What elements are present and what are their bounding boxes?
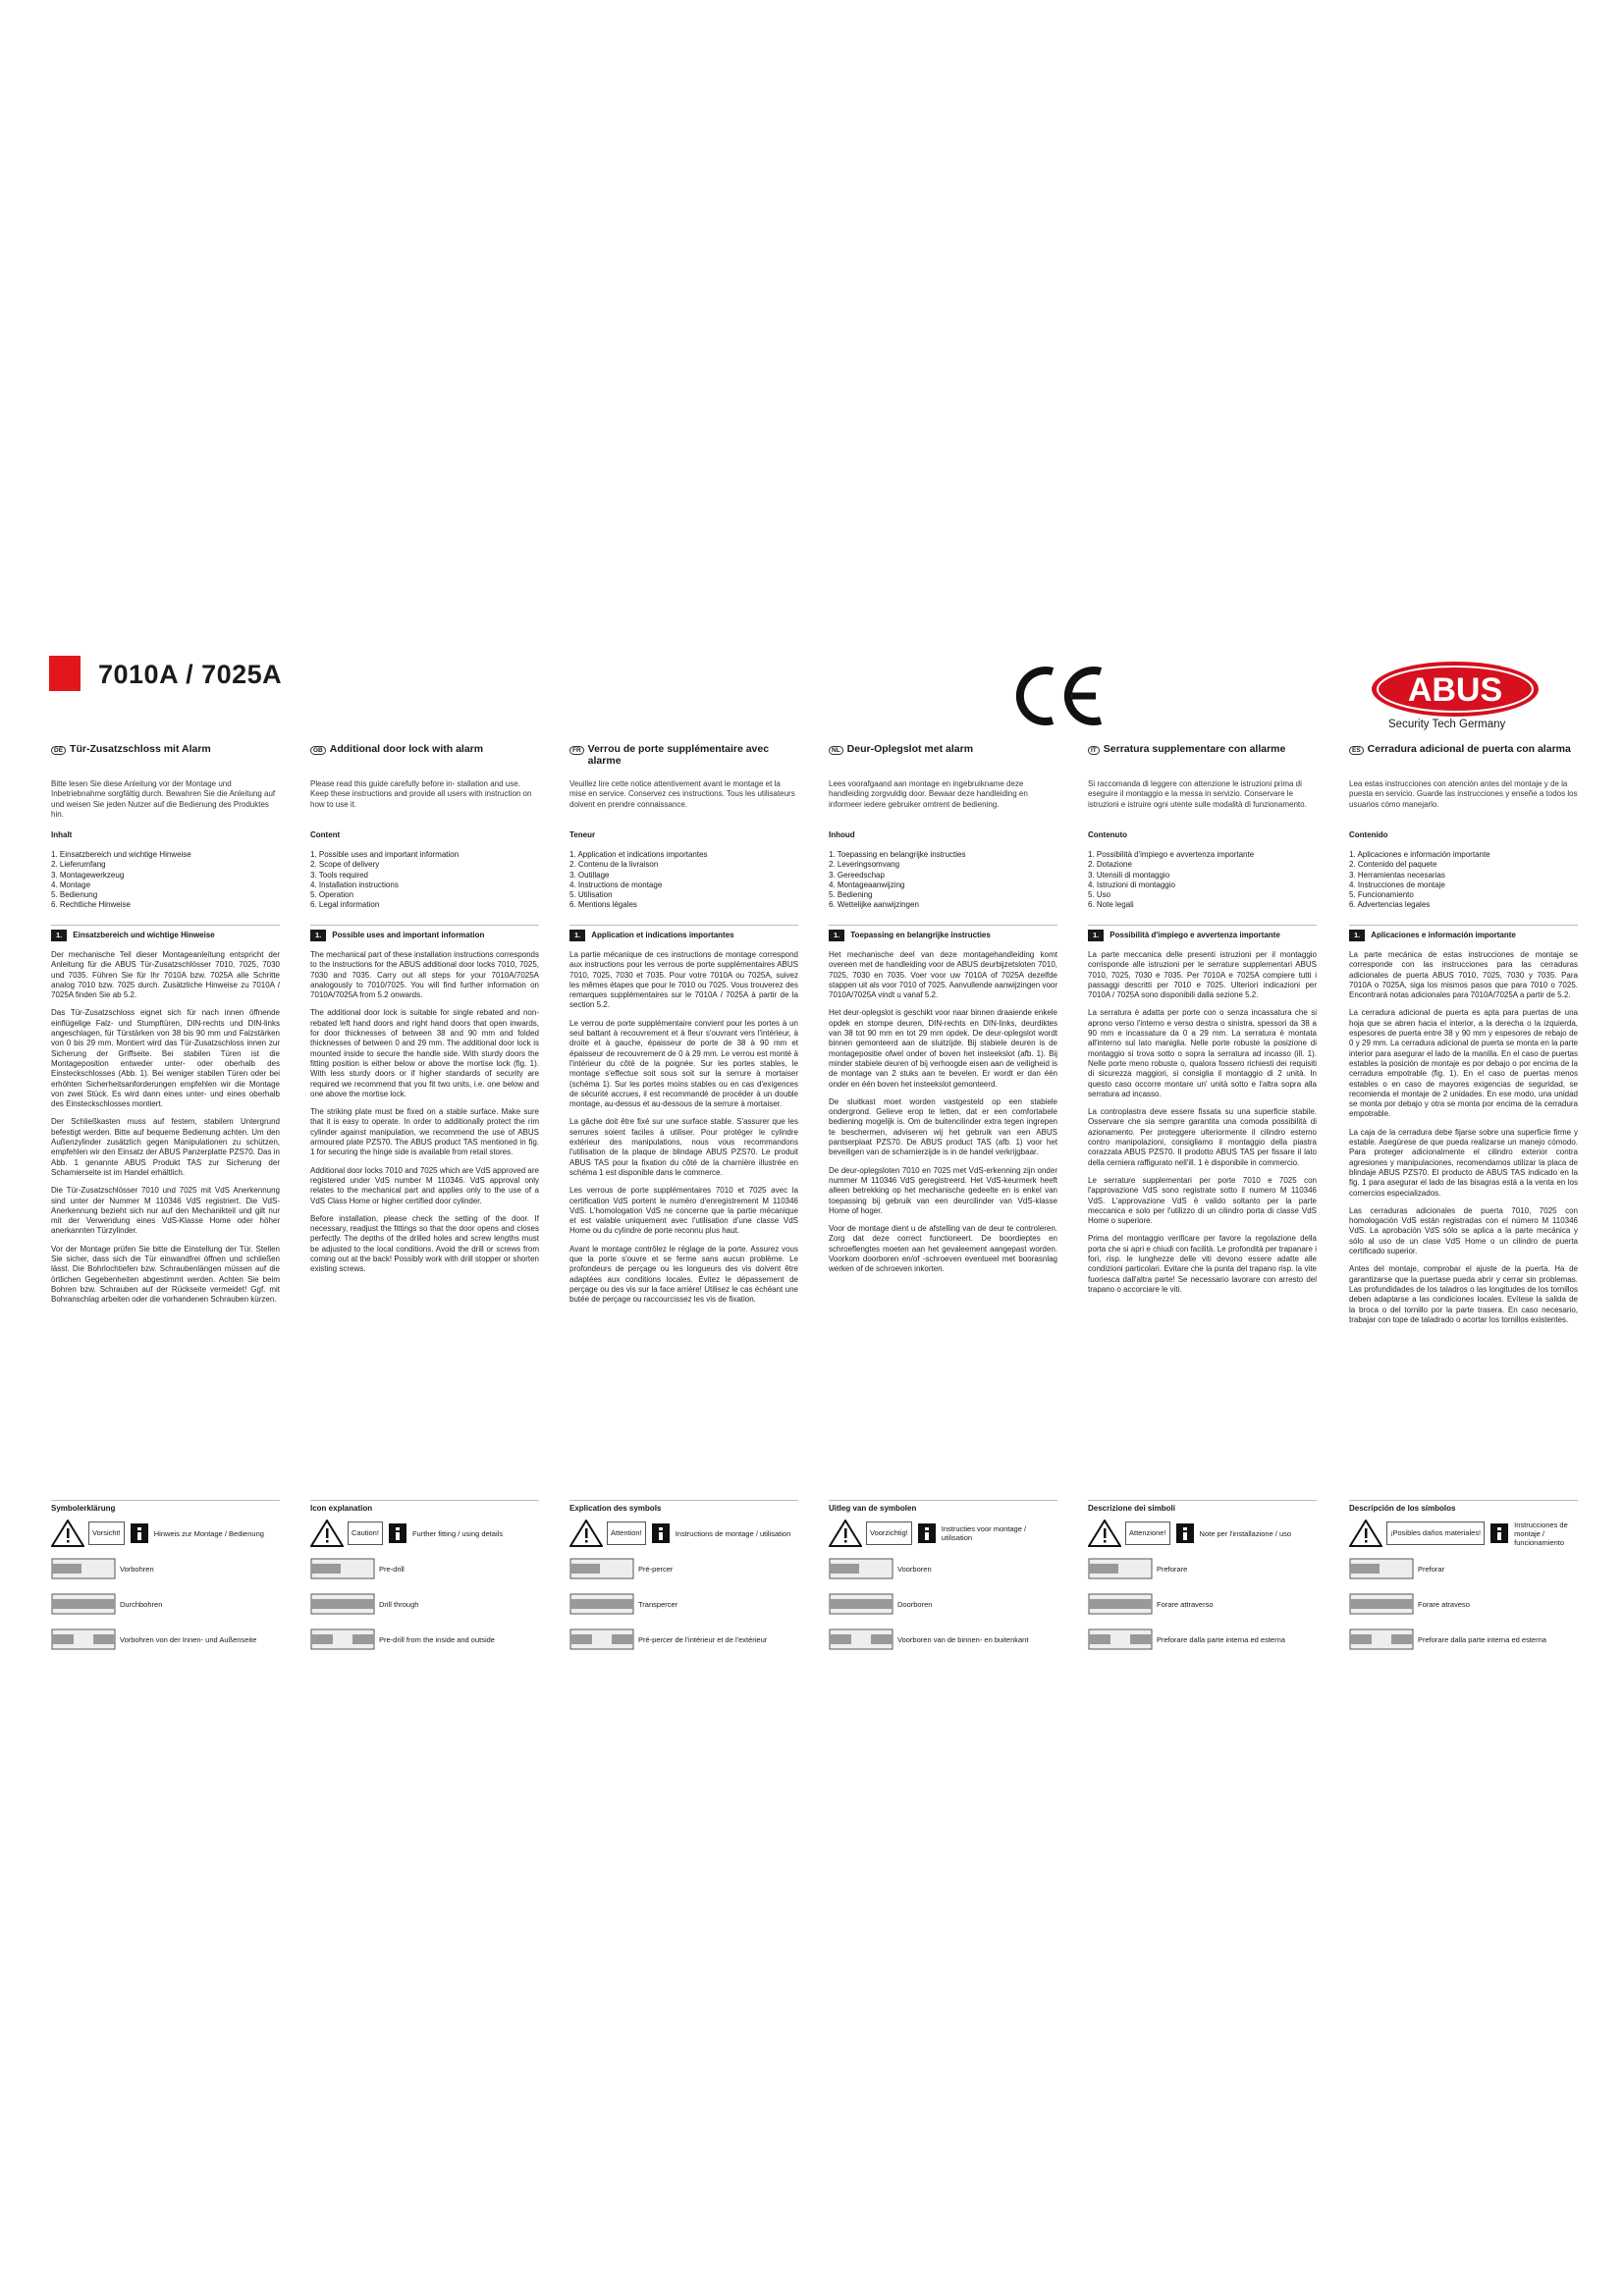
- warning-triangle-icon: [310, 1520, 344, 1547]
- pre-drill-both-label: Preforare dalla parte interna ed esterna: [1157, 1634, 1285, 1644]
- toc-item: 5. Bediening: [829, 890, 873, 900]
- toc-title: Content: [310, 830, 341, 839]
- toc-list: [51, 850, 280, 921]
- warning-label: Voorzichtig!: [866, 1522, 912, 1545]
- toc-item: 2. Lieferumfang: [51, 860, 106, 870]
- body-text: [310, 950, 539, 1461]
- paragraph: La controplastra deve essere fissata su una superficie stabile. Osservare che sia sempre garantita una comoda possibilità di azionamento. Per proteggere ulteriormente il cilindro esterno contro manipolazioni, consigliamo il montaggio della piastra corazzata ABUS PZS70. Il prodotto ABUS TAS per fissare il lato della cerniera raffigurato nell'ill. 1 è disponibile in commercio.: [1088, 1107, 1317, 1167]
- section-title: Application et indications importantes: [591, 930, 734, 939]
- note-text: Instructions de montage / utilisation: [675, 1528, 791, 1538]
- symbols-title: Icon explanation: [310, 1500, 539, 1514]
- abus-logo-text: ABUS: [1407, 671, 1503, 709]
- drill-through-icon: [1349, 1593, 1414, 1615]
- paragraph: La cerradura adicional de puerta es apta para puertas de una hoja que se abren hacia el interior, a la derecha o la izquierda, espesores de puerta entre 38 y 90 mm y espesores de rebajo de 0 y 29 mm. La cerradura adicional de puerta se monta en la parte interior para asegurar el lado de la manilla. En el caso de puertas estables la posición de montaje es por debajo o por encima de la cerradura empotrable (fig. 1). En el caso de puertas menos estables o en caso de mayores exigencias de seguridad, se recomienda el montaje de 2 unidades. En ese modo, una unidad se monta por debajo y otra se monta por encima de la cerradura empotrable.: [1349, 1008, 1578, 1119]
- paragraph: La gâche doit être fixé sur une surface stable. S'assurer que les serrures soient faciles à utiliser. Pour protéger le cylindre extérieur des manipulations, nous vous recommandons l'utilisation de la plaque de blindage ABUS PZS70. Le produit ABUS TAS pour la fixation du côté de la charnière illustrée en schéma 1 est disponible dans le commerce.: [569, 1117, 798, 1177]
- paragraph: De sluitkast moet worden vastgesteld op een stabiele ondergrond. Gelieve erop te letten, dat er een comfortabele bediening mogelijk is. Om de buitencilinder extra tegen ingrepen te beschermen, adviseren wij het gebruik van een ABUS pantserplaat PZS70. De ABUS product TAS (afb. 1) voor het beveiligen van de scharnierzijde is in de handel verkrijgbaar.: [829, 1096, 1057, 1157]
- toc-item: 6. Mentions légales: [569, 900, 637, 910]
- intro-text: Si raccomanda di leggere con attenzione le istruzioni prima di eseguire il montaggio e la messa in servizio. Conservare le istruzioni e istruire ogni utente sulle modalità di funzionamento.: [1088, 779, 1307, 809]
- blank-top-area: [0, 0, 1624, 628]
- pre-drill-icon: [51, 1558, 116, 1579]
- symbols-title: Descripción de los símbolos: [1349, 1500, 1578, 1514]
- section-number: 1.: [569, 930, 585, 941]
- column-title: Serratura supplementare con allarme: [1103, 744, 1286, 755]
- toc-item: 5. Funcionamiento: [1349, 890, 1414, 900]
- toc-item: 1. Possible uses and important information: [310, 850, 460, 859]
- toc-list: [569, 850, 798, 921]
- warning-triangle-icon: [1349, 1520, 1382, 1547]
- paragraph: The mechanical part of these installation instructions corresponds to the instructions for the ABUS additional door locks 7010, 7025, 7030 and 7035. Carry out all steps for your 7010A/7025A analogously to 7010/7025. You will find further information on 7010A/7025A from 5.2 onwards.: [310, 950, 539, 1000]
- brand-tagline: Security Tech Germany: [1388, 719, 1506, 730]
- toc-item: 5. Operation: [310, 890, 354, 900]
- column-it: [1088, 744, 1317, 1667]
- model-title: 7010A / 7025A: [98, 660, 283, 689]
- paragraph: The striking plate must be fixed on a stable surface. Make sure that it is easy to operate. In order to additionally protect the rim cylinder against manipulation, we recommend the use of ABUS armoured plate PZS70. The ABUS product TAS mentioned in fig. 1 for securing the hinge side is available from retail stores.: [310, 1107, 539, 1157]
- ce-mark-icon: [1009, 666, 1108, 726]
- toc-item: 2. Leveringsomvang: [829, 860, 900, 870]
- paragraph: Het mechanische deel van deze montagehandleiding komt overeen met de handleiding voor de ABUS deurbijzetsloten 7010, 7025, 7030 en 7035. Voer voor uw 7010A of 7025A dezelfde stappen uit als voor 7010 of 7025. Aanvullende aanwijzingen voor 7010A/7025A vindt u vanaf 5.2.: [829, 950, 1057, 1000]
- toc-item: 3. Gereedschap: [829, 870, 885, 880]
- toc-list: [829, 850, 1057, 921]
- info-book-icon: [129, 1522, 150, 1545]
- pre-drill-both-sides-icon: [829, 1629, 893, 1650]
- pre-drill-both-label: Voorboren van de binnen- en buitenkant: [897, 1634, 1029, 1644]
- info-book-icon: [916, 1522, 938, 1545]
- toc-item: 4. Montageaanwijzing: [829, 880, 905, 889]
- column-es: [1349, 744, 1578, 1667]
- note-text: Instructies voor montage / utilisation: [941, 1524, 1027, 1542]
- paragraph: Before installation, please check the setting of the door. If necessary, readjust the fittings so that the door opens and closes perfectly. The depths of the drilled holes and screw lengths must be adjusted to the local conditions. Avoid the drill or screws from coming out at the back! Possibly work with drill stopper or shorten existing screws.: [310, 1213, 539, 1274]
- intro-text: Veuillez lire cette notice attentivement avant le montage et la mise en service. Conservez ces instructions. Tous les utilisateurs doivent en prendre connaissance.: [569, 779, 795, 809]
- section-number: 1.: [51, 930, 67, 941]
- symbols-legend: [1088, 1516, 1317, 1657]
- toc-item: 6. Rechtliche Hinweise: [51, 900, 131, 910]
- paragraph: Prima del montaggio verificare per favore la regolazione della porta che si apri e chiudi con facilità. Le profondità per trapanare i fori, risp. le lunghezze delle viti devono essere adatte alle condizioni particolari. Evitare che la punta del trapano risp. la vite fuoriesca dall'altra parte! Se necessario lavorare con arresto del trapano o accorciare le viti.: [1088, 1234, 1317, 1294]
- note-text: Further fitting / using details: [411, 1528, 504, 1538]
- symbols-legend: [829, 1516, 1057, 1657]
- column-gb: [310, 744, 539, 1667]
- toc-title: Contenuto: [1088, 830, 1127, 839]
- paragraph: Las cerraduras adicionales de puerta 7010, 7025 con homologación VdS están registradas con el número M 110346 VdS. La aprobación VdS sólo se aplica a la parte mecánica y sólo al uso de un clase VdS Home o un cilindro de puerta certificado superior.: [1349, 1205, 1578, 1256]
- column-de: [51, 744, 280, 1667]
- toc-item: 6. Legal information: [310, 900, 380, 910]
- toc-item: 2. Contenido del paquete: [1349, 860, 1437, 870]
- paragraph: Het deur-oplegslot is geschikt voor naar binnen draaiende enkele opdek en stompe deuren, DIN-rechts en DIN-links, deurdiktes van 38 tot 90 mm en tot 29 mm opdek. De deur-oplegslot wordt binnen gemonteerd aan de sluitzijde. Bij stabiele deuren is de montagepositie ofwel onder of boven het insteekslot (afb. 1). Bij minder stabiele deuren of bij verhoogde eisen aan de veiligheid is de montage van 2 stuks aan te bevelen. Er wordt er dan één onder en één boven het insteekslot gemonteerd.: [829, 1008, 1057, 1089]
- pre-drill-both-sides-icon: [1349, 1629, 1414, 1650]
- paragraph: Additional door locks 7010 and 7025 which are VdS approved are registered under VdS number M 110346. VdS approval only relates to the mechanical part and applies only to the use of a VdS Class Home or higher certified door cylinder.: [310, 1165, 539, 1205]
- column-fr: [569, 744, 798, 1667]
- toc-item: 3. Outillage: [569, 870, 610, 880]
- paragraph: Le serrature supplementari per porte 7010 e 7025 con l'approvazione VdS sono registrate sotto il numero M 110346 VdS. L'approvazione VdS è valido soltanto per la parte meccanica e solo per l'utilizzo di un cilindro porta di classe VdS Home o superiore.: [1088, 1175, 1317, 1226]
- pre-drill-both-label: Preforare dalla parte interna ed esterna: [1418, 1634, 1546, 1644]
- toc-item: 4. Istruzioni di montaggio: [1088, 880, 1175, 889]
- section-heading: [51, 925, 280, 942]
- paragraph: Les verrous de porte supplémentaires 7010 et 7025 avec la certification VdS portent le numéro d'enregistrement M 110346 VdS. L'homologation VdS ne concerne que la partie mécanique et est valable uniquement avec l'utilisation d'une classe VdS Home ou du cylindre de porte reconnu plus haut.: [569, 1186, 798, 1236]
- pre-drill-icon: [829, 1558, 893, 1579]
- drill-through-icon: [829, 1593, 893, 1615]
- section-number: 1.: [310, 930, 326, 941]
- toc-list: [1088, 850, 1317, 921]
- note-text: Note per l'installazione / uso: [1199, 1528, 1292, 1538]
- symbols-title: Explication des symbols: [569, 1500, 798, 1514]
- body-text: [1349, 950, 1578, 1461]
- intro-text: Lea estas instrucciones con atención antes del montaje y de la puesta en servicio. Guarde las instrucciones y enseñe a todos los usuarios cómo manejarlo.: [1349, 779, 1578, 809]
- toc-item: 2. Dotazione: [1088, 860, 1132, 870]
- toc-list: [310, 850, 539, 921]
- paragraph: Das Tür-Zusatzschloss eignet sich für nach innen öffnende einflügelige Falz- und Stumpftüren, DIN-rechts und DIN-links angeschlagen, für Türstärken von 38 bis 90 mm und Falzstärken von 0 bis 29 mm. Montiert wird das Tür-Zusatzschloss innen zur Sicherung der Griffseite. Bei stabilen Türen ist die Montageposition entweder unter- oder oberhalb des Einsteckschlosses (Abb. 1). Bei weniger stabilen Türen oder bei erhöhten Sicherheitsanforderungen empfehlen wir die Montage von zwei Stück. Es wird dann eines unter- und eines oberhalb des Einsteckschlosses montiert.: [51, 1008, 280, 1109]
- symbols-legend: [51, 1516, 280, 1657]
- pre-drill-icon: [1349, 1558, 1414, 1579]
- pre-drill-both-sides-icon: [310, 1629, 375, 1650]
- pre-drill-label: Vorbohren: [120, 1564, 154, 1574]
- drill-through-label: Drill through: [379, 1599, 419, 1609]
- drill-through-label: Forare attraverso: [1157, 1599, 1214, 1609]
- language-flag: ES: [1349, 746, 1364, 755]
- drill-through-label: Forare atraveso: [1418, 1599, 1470, 1609]
- column-title: Verrou de porte supplémentaire avec alarme: [587, 744, 770, 767]
- body-text: [51, 950, 280, 1461]
- red-brand-marker: [49, 656, 81, 691]
- toc-item: 3. Herramientas necesarias: [1349, 870, 1445, 880]
- pre-drill-both-sides-icon: [51, 1629, 116, 1650]
- toc-item: 1. Einsatzbereich und wichtige Hinweise: [51, 850, 191, 859]
- warning-triangle-icon: [829, 1520, 862, 1547]
- language-flag: GB: [310, 746, 326, 755]
- paragraph: Avant le montage contrôlez le réglage de la porte. Assurez vous que la porte s'ouvre et se ferme sans aucun problème. Le profondeurs de perçage ou les longueurs des vis doivent être adaptées aux conditions locales. Évitez le dépassement de perçage ou des vis sur la face arrière! Utilisez le cas échéant une butée de perçage ou raccourcissez les vis de fixation.: [569, 1244, 798, 1305]
- body-text: [829, 950, 1057, 1461]
- pre-drill-both-sides-icon: [569, 1629, 634, 1650]
- warning-label: Attenzione!: [1125, 1522, 1170, 1545]
- toc-item: 1. Possibilità d'impiego e avvertenza importante: [1088, 850, 1255, 859]
- body-text: [1088, 950, 1317, 1461]
- info-book-icon: [650, 1522, 672, 1545]
- section-heading: [569, 925, 798, 942]
- paragraph: La partie mécanique de ces instructions de montage correspond aux instructions pour les verrous de porte supplémentaires ABUS 7010, 7025, 7030 et 7035. Pour votre 7010A ou 7025A, suivez les mêmes étapes que pour le 7010 ou 7025. Vous trouverez des remarques supplémentaires sur le 7010A / 7025A à partir de la section 5.2.: [569, 950, 798, 1010]
- info-book-icon: [387, 1522, 408, 1545]
- column-title: Tür-Zusatzschloss mit Alarm: [70, 744, 211, 755]
- paragraph: The additional door lock is suitable for single rebated and non-rebated left hand doors and right hand doors that open inwards, for door thicknesses of between 38 and 90 mm and folded thicknesses of between 0 and 29 mm. The additional door lock is mounted inside to secure the handle side. With sturdy doors the fitting position is either below or above the mortise lock (fig. 1). With less sturdy doors or if higher standards of security are required we recommend that you fit two units, i.e. one below and one above the mortise lock.: [310, 1008, 539, 1098]
- section-title: Possible uses and important information: [332, 930, 485, 939]
- pre-drill-both-sides-icon: [1088, 1629, 1153, 1650]
- paragraph: La serratura è adatta per porte con o senza incassatura che si aprono verso l'interno e verso destra o sinistra, spessori da 38 a 90 mm e incassature da 0 a 29 mm. La serratura è montata all'interno sul lato maniglia. Nelle porte robuste la posizione di montaggio si trova sotto o sopra la serratura ad incasso (ill. 1). Nelle porte meno robuste o, qualora fossero richiesti dei requisiti di sicurezza maggiori, si consiglia il montaggio di 2 unità. In questo caso occorre montare un' unità sotto e l'altra sopra alla serratura ad incasso.: [1088, 1008, 1317, 1098]
- section-title: Einsatzbereich und wichtige Hinweise: [73, 930, 215, 939]
- symbols-title: Descrizione dei simboli: [1088, 1500, 1317, 1514]
- warning-triangle-icon: [569, 1520, 603, 1547]
- toc-item: 6. Note legali: [1088, 900, 1134, 910]
- pre-drill-label: Preforare: [1157, 1564, 1188, 1574]
- column-nl: [829, 744, 1057, 1667]
- toc-item: 5. Utilisation: [569, 890, 613, 900]
- paragraph: La parte meccanica delle presenti istruzioni per il montaggio corrisponde alle istruzioni per le serrature supplementari ABUS 7010, 7025, 7030 e 7035. Per 7010A e 7025A compiere tutti i passaggi descritti per 7010 e 7025. Ulteriori indicazioni per 7010A / 7025A sono disponibili dalla sezione 5.2.: [1088, 950, 1317, 1000]
- section-heading: [310, 925, 539, 942]
- toc-item: 2. Scope of delivery: [310, 860, 380, 870]
- toc-item: 4. Montage: [51, 880, 91, 889]
- symbols-legend: [310, 1516, 539, 1657]
- paragraph: Le verrou de porte supplémentaire convient pour les portes à un seul battant à recouvrement et à fleur s'ouvrant vers l'intérieur, à droite et à gauche, épaisseur de porte de 38 à 90 mm et épaisseur de recouvrement de 0 à 29 mm. Le verrou est monté à l'intérieur du côté de la poignée. Sur les portes stables, le montage s'effectue soit sous soit sur la serrure à mortaiser (schéma 1). Sur les portes moins stables ou en cas d'exigences de sécurité accrues, il est recommandé de procéder à un double montage, au-dessus et au-dessous de la serrure à mortaiser.: [569, 1018, 798, 1109]
- warning-triangle-icon: [51, 1520, 84, 1547]
- warning-label: Caution!: [348, 1522, 383, 1545]
- pre-drill-both-label: Pre-drill from the inside and outside: [379, 1634, 495, 1644]
- drill-through-label: Transpercer: [638, 1599, 678, 1609]
- pre-drill-label: Pre-drill: [379, 1564, 405, 1574]
- language-flag: DE: [51, 746, 66, 755]
- drill-through-icon: [51, 1593, 116, 1615]
- toc-item: 2. Contenu de la livraison: [569, 860, 659, 870]
- language-flag: FR: [569, 746, 584, 755]
- pre-drill-label: Voorboren: [897, 1564, 932, 1574]
- toc-title: Inhalt: [51, 830, 73, 839]
- toc-item: 3. Tools required: [310, 870, 368, 880]
- section-heading: [1349, 925, 1578, 942]
- drill-through-icon: [310, 1593, 375, 1615]
- paragraph: De deur-oplegsloten 7010 en 7025 met VdS-erkenning zijn onder nummer M 110346 VdS geregistreerd. Het VdS-keurmerk heeft alleen betrekking op het mechanische gedeelte en is enkel van toepassing bij gebruik van een deurcilinder van VdS-klasse Home of hoger.: [829, 1165, 1057, 1215]
- toc-title: Contenido: [1349, 830, 1388, 839]
- section-title: Aplicaciones e información importante: [1371, 930, 1516, 939]
- toc-item: 1. Toepassing en belangrijke instructies: [829, 850, 966, 859]
- toc-item: 4. Instrucciones de montaje: [1349, 880, 1445, 889]
- section-title: Toepassing en belangrijke instructies: [850, 930, 991, 939]
- paragraph: Antes del montaje, comprobar el ajuste de la puerta. Ha de garantizarse que la puertase pueda abrir y cerrar sin problemas. Las profundidades de los taladros o las longitudes de los tornillos deben adaptarse a las condiciones locales. Evítese la salida de la broca o del tornillo por la parte trasera. En caso necesario, trabajar con tope de taladrado o acortar los tornillos existentes.: [1349, 1264, 1578, 1324]
- toc-title: Teneur: [569, 830, 596, 839]
- toc-item: 4. Instructions de montage: [569, 880, 663, 889]
- section-number: 1.: [829, 930, 844, 941]
- toc-item: 1. Application et indications importantes: [569, 850, 708, 859]
- warning-label: Vorsicht!: [88, 1522, 125, 1545]
- paragraph: Die Tür-Zusatzschlösser 7010 und 7025 mit VdS Anerkennung sind unter der Nummer M 110346 VdS registriert. Die VdS-Anerkennung bezieht sich nur auf den Mechanikteil und gilt nur mit der Verwendung eines VdS-Klasse Home oder höher anerkannten Türzylinder.: [51, 1186, 280, 1236]
- intro-text: Please read this guide carefully before in- stallation and use. Keep these instructions and provide all users with instruction on how to use it.: [310, 779, 532, 809]
- toc-item: 6. Advertencias legales: [1349, 900, 1431, 910]
- pre-drill-both-label: Pré-percer de l'intérieur et de l'extérieur: [638, 1634, 768, 1644]
- intro-text: Lees voorafgaand aan montage en ingebruikname deze handleiding zorgvuldig door. Bewaar deze handleiding en informeer iedere gebruiker omtrent de bediening.: [829, 779, 1028, 809]
- column-title: Additional door lock with alarm: [329, 744, 484, 755]
- toc-title: Inhoud: [829, 830, 855, 839]
- symbols-legend: [569, 1516, 798, 1657]
- language-flag: NL: [829, 746, 843, 755]
- drill-through-icon: [1088, 1593, 1153, 1615]
- symbols-title: Symbolerklärung: [51, 1500, 280, 1514]
- paragraph: La parte mecánica de estas instrucciones de montaje se corresponde con las instrucciones para las cerraduras adicionales de puerta ABUS 7010, 7025, 7030 y 7035. Para 7010A o 7025A, siga los mismos pasos que para 7010 o 7025. Encontrará notas adicionales para 7010A/7025A a partir de 5.2.: [1349, 950, 1578, 1000]
- pre-drill-label: Pré-percer: [638, 1564, 674, 1574]
- pre-drill-label: Preforar: [1418, 1564, 1445, 1574]
- language-flag: IT: [1088, 746, 1100, 755]
- body-text: [569, 950, 798, 1461]
- column-title: Cerradura adicional de puerta con alarma: [1367, 744, 1571, 755]
- drill-through-label: Doorboren: [897, 1599, 933, 1609]
- toc-list: [1349, 850, 1578, 921]
- section-number: 1.: [1088, 930, 1104, 941]
- section-number: 1.: [1349, 930, 1365, 941]
- toc-item: 5. Bedienung: [51, 890, 98, 900]
- section-heading: [1088, 925, 1317, 942]
- pre-drill-icon: [569, 1558, 634, 1579]
- info-book-icon: [1489, 1522, 1510, 1545]
- toc-item: 3. Utensili di montaggio: [1088, 870, 1170, 880]
- warning-label: Attention!: [607, 1522, 646, 1545]
- note-text: Hinweis zur Montage / Bedienung: [153, 1528, 264, 1538]
- language-columns: [51, 744, 1578, 1667]
- info-book-icon: [1174, 1522, 1196, 1545]
- intro-text: Bitte lesen Sie diese Anleitung vor der Montage und Inbetriebnahme sorgfältig durch. Bewahren Sie die Anleitung auf und weisen Sie jeden Nutzer auf die Bedienung des Produktes hin.: [51, 779, 276, 819]
- toc-item: 5. Uso: [1088, 890, 1111, 900]
- section-title: Possibilità d'impiego e avvertenza importante: [1110, 930, 1280, 939]
- paragraph: Der Schließkasten muss auf festem, stabilem Untergrund befestigt werden. Bitte auf bequeme Bedienung achten. Um den Außenzylinder zusätzlich gegen Manipulationen zu schützen, empfehlen wir den Einsatz der ABUS Panzerplatte PZS70. Das in Abb. 1 genannte ABUS Produkt TAS zur Sicherung der Scharnierseite ist im Handel erhältlich.: [51, 1117, 280, 1177]
- warning-triangle-icon: [1088, 1520, 1121, 1547]
- drill-through-icon: [569, 1593, 634, 1615]
- warning-label: ¡Posibles daños materiales!: [1386, 1522, 1485, 1545]
- toc-item: 6. Wettelijke aanwijzingen: [829, 900, 919, 910]
- toc-item: 4. Installation instructions: [310, 880, 399, 889]
- drill-through-label: Durchbohren: [120, 1599, 163, 1609]
- pre-drill-icon: [310, 1558, 375, 1579]
- pre-drill-icon: [1088, 1558, 1153, 1579]
- paragraph: Der mechanische Teil dieser Montageanleitung entspricht der Anleitung für die ABUS Tür-Zusatzschlösser 7010, 7025, 7030 und 7035. Führen Sie für Ihr 7010A bzw. 7025A alle Schritte analog 7010 bzw. 7025 durch. Zusätzliche Hinweise zu 7010A / 7025A finden Sie ab 5.2.: [51, 950, 280, 1000]
- column-title: Deur-Oplegslot met alarm: [846, 744, 974, 755]
- note-text: Instrucciones de montaje / funcionamiento: [1514, 1520, 1568, 1547]
- section-heading: [829, 925, 1057, 942]
- toc-item: 3. Montagewerkzeug: [51, 870, 125, 880]
- symbols-legend: [1349, 1516, 1578, 1657]
- toc-item: 1. Aplicaciones e información importante: [1349, 850, 1490, 859]
- paragraph: La caja de la cerradura debe fijarse sobre una superficie firme y estable. Asegúrese de que pueda realizarse un manejo cómodo. Para proteger adicionalmente el cilindro exterior contra agresiones y manipulaciones, recomendamos utilizar la placa de blindaje ABUS PZS70. El producto de ABUS TAS indicado en la fig. 1 para asegurar el lado de las bisagras está a la venta en los comercios especializados.: [1349, 1127, 1578, 1198]
- paragraph: Vor der Montage prüfen Sie bitte die Einstellung der Tür. Stellen Sie sicher, dass sich die Tür einwandfrei öffnen und schließen lässt. Die Bohrlochtiefen bzw. Schraubenlängen müssen auf die örtlichen Gegebenheiten abgestimmt werden. Achten Sie beim Bohren bzw. Schrauben auf der Rückseite vermeidet! Ggf. mit Bohranschlag arbeiten oder die vorhandenen Schrauben kürzen.: [51, 1244, 280, 1305]
- paragraph: Voor de montage dient u de afstelling van de deur te controleren. Zorg dat deze correct functioneert. De boordieptes en schroeflengtes moeten aan het gevaleement aangepast worden. Voorkom doorboren en/of -schroeven eventueel met boorasnlag werken of de schroeven inkorten.: [829, 1224, 1057, 1274]
- symbols-title: Uitleg van de symbolen: [829, 1500, 1057, 1514]
- pre-drill-both-label: Vorbohren von der Innen- und Außenseite: [120, 1634, 257, 1644]
